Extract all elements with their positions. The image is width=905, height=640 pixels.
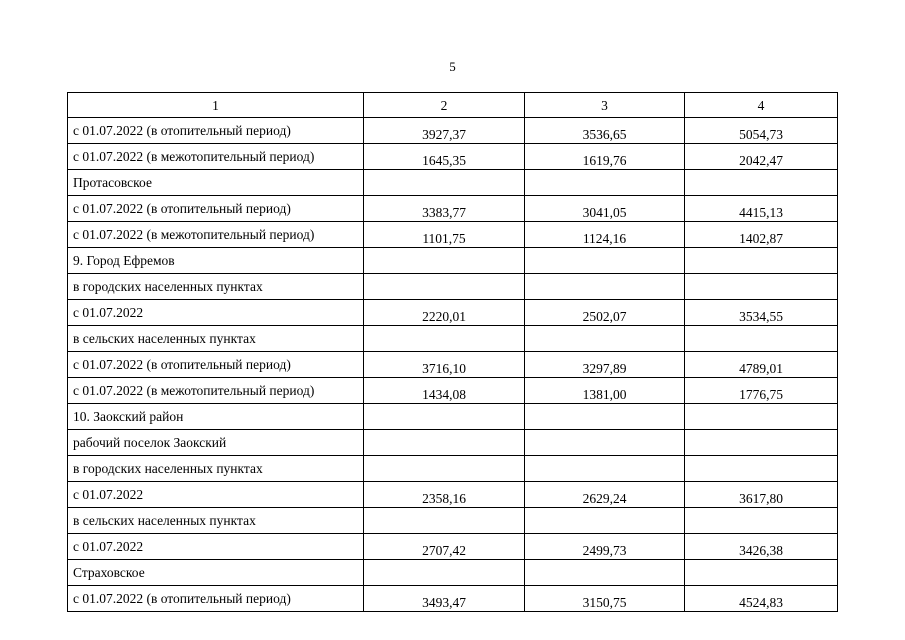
column-header-4: 4 bbox=[685, 93, 838, 118]
row-label: с 01.07.2022 bbox=[68, 300, 364, 326]
value-cell-col-2: 1101,75 bbox=[364, 222, 525, 248]
value-cell-col-2 bbox=[364, 326, 525, 352]
value-cell-col-4 bbox=[685, 274, 838, 300]
value-cell-col-3: 2499,73 bbox=[525, 534, 685, 560]
value-cell-col-4: 4415,13 bbox=[685, 196, 838, 222]
value-cell-col-4: 1776,75 bbox=[685, 378, 838, 404]
value-cell-col-4 bbox=[685, 560, 838, 586]
value-cell-col-2: 3493,47 bbox=[364, 586, 525, 612]
value-cell-col-4: 2042,47 bbox=[685, 144, 838, 170]
value-cell-col-2: 2220,01 bbox=[364, 300, 525, 326]
value-cell-col-2: 1645,35 bbox=[364, 144, 525, 170]
value-cell-col-3: 2629,24 bbox=[525, 482, 685, 508]
table-row bbox=[68, 196, 838, 222]
row-label: с 01.07.2022 (в межотопительный период) bbox=[68, 222, 364, 248]
value-cell-col-3 bbox=[525, 326, 685, 352]
value-cell-col-3 bbox=[525, 430, 685, 456]
value-cell-col-2 bbox=[364, 560, 525, 586]
value-cell-col-3 bbox=[525, 274, 685, 300]
value-cell-col-2 bbox=[364, 170, 525, 196]
row-label: рабочий поселок Заокский bbox=[68, 430, 364, 456]
table-row bbox=[68, 326, 838, 352]
value-cell-col-3: 1124,16 bbox=[525, 222, 685, 248]
column-header-2: 2 bbox=[364, 93, 525, 118]
value-cell-col-2 bbox=[364, 430, 525, 456]
table-body bbox=[68, 93, 838, 612]
value-cell-col-4: 4789,01 bbox=[685, 352, 838, 378]
row-label: с 01.07.2022 bbox=[68, 482, 364, 508]
column-header-3: 3 bbox=[525, 93, 685, 118]
row-label: с 01.07.2022 (в отопительный период) bbox=[68, 586, 364, 612]
value-cell-col-3: 1381,00 bbox=[525, 378, 685, 404]
table-row bbox=[68, 534, 838, 560]
row-label: в городских населенных пунктах bbox=[68, 274, 364, 300]
value-cell-col-2: 2358,16 bbox=[364, 482, 525, 508]
table-row bbox=[68, 222, 838, 248]
table-row bbox=[68, 378, 838, 404]
table-row bbox=[68, 170, 838, 196]
row-label: Протасовское bbox=[68, 170, 364, 196]
row-label: с 01.07.2022 (в отопительный период) bbox=[68, 196, 364, 222]
value-cell-col-3 bbox=[525, 248, 685, 274]
value-cell-col-2: 2707,42 bbox=[364, 534, 525, 560]
value-cell-col-3: 1619,76 bbox=[525, 144, 685, 170]
value-cell-col-4 bbox=[685, 430, 838, 456]
table-row bbox=[68, 248, 838, 274]
value-cell-col-2: 3383,77 bbox=[364, 196, 525, 222]
value-cell-col-3: 3041,05 bbox=[525, 196, 685, 222]
table-row bbox=[68, 586, 838, 612]
table-row bbox=[68, 352, 838, 378]
table-header-row bbox=[68, 93, 838, 118]
value-cell-col-3: 3297,89 bbox=[525, 352, 685, 378]
row-label: с 01.07.2022 (в межотопительный период) bbox=[68, 144, 364, 170]
row-label: 9. Город Ефремов bbox=[68, 248, 364, 274]
row-label: с 01.07.2022 (в отопительный период) bbox=[68, 352, 364, 378]
table-row bbox=[68, 118, 838, 144]
table-row bbox=[68, 144, 838, 170]
value-cell-col-4: 4524,83 bbox=[685, 586, 838, 612]
value-cell-col-2 bbox=[364, 456, 525, 482]
value-cell-col-4 bbox=[685, 326, 838, 352]
page-number: 5 bbox=[449, 59, 456, 74]
row-label: Страховское bbox=[68, 560, 364, 586]
table-row bbox=[68, 430, 838, 456]
value-cell-col-3: 3536,65 bbox=[525, 118, 685, 144]
value-cell-col-3 bbox=[525, 404, 685, 430]
row-label: с 01.07.2022 (в межотопительный период) bbox=[68, 378, 364, 404]
value-cell-col-3: 3150,75 bbox=[525, 586, 685, 612]
column-header-1: 1 bbox=[68, 93, 364, 118]
value-cell-col-4: 3534,55 bbox=[685, 300, 838, 326]
value-cell-col-3 bbox=[525, 508, 685, 534]
value-cell-col-4 bbox=[685, 456, 838, 482]
row-label: 10. Заокский район bbox=[68, 404, 364, 430]
value-cell-col-3 bbox=[525, 560, 685, 586]
row-label: с 01.07.2022 bbox=[68, 534, 364, 560]
table-row bbox=[68, 300, 838, 326]
value-cell-col-2: 3927,37 bbox=[364, 118, 525, 144]
value-cell-col-4: 1402,87 bbox=[685, 222, 838, 248]
value-cell-col-4: 5054,73 bbox=[685, 118, 838, 144]
value-cell-col-3 bbox=[525, 170, 685, 196]
value-cell-col-2 bbox=[364, 404, 525, 430]
table-row bbox=[68, 508, 838, 534]
value-cell-col-4 bbox=[685, 508, 838, 534]
value-cell-col-4 bbox=[685, 170, 838, 196]
row-label: с 01.07.2022 (в отопительный период) bbox=[68, 118, 364, 144]
value-cell-col-2 bbox=[364, 508, 525, 534]
value-cell-col-4: 3617,80 bbox=[685, 482, 838, 508]
row-label: в городских населенных пунктах bbox=[68, 456, 364, 482]
table-row bbox=[68, 482, 838, 508]
table-row bbox=[68, 404, 838, 430]
value-cell-col-2 bbox=[364, 274, 525, 300]
value-cell-col-2: 3716,10 bbox=[364, 352, 525, 378]
table-row bbox=[68, 456, 838, 482]
row-label: в сельских населенных пунктах bbox=[68, 508, 364, 534]
row-label: в сельских населенных пунктах bbox=[68, 326, 364, 352]
value-cell-col-3 bbox=[525, 456, 685, 482]
table-row bbox=[68, 560, 838, 586]
value-cell-col-4 bbox=[685, 404, 838, 430]
table-row bbox=[68, 274, 838, 300]
value-cell-col-3: 2502,07 bbox=[525, 300, 685, 326]
value-cell-col-2 bbox=[364, 248, 525, 274]
tariff-table bbox=[67, 92, 838, 612]
value-cell-col-2: 1434,08 bbox=[364, 378, 525, 404]
value-cell-col-4 bbox=[685, 248, 838, 274]
value-cell-col-4: 3426,38 bbox=[685, 534, 838, 560]
